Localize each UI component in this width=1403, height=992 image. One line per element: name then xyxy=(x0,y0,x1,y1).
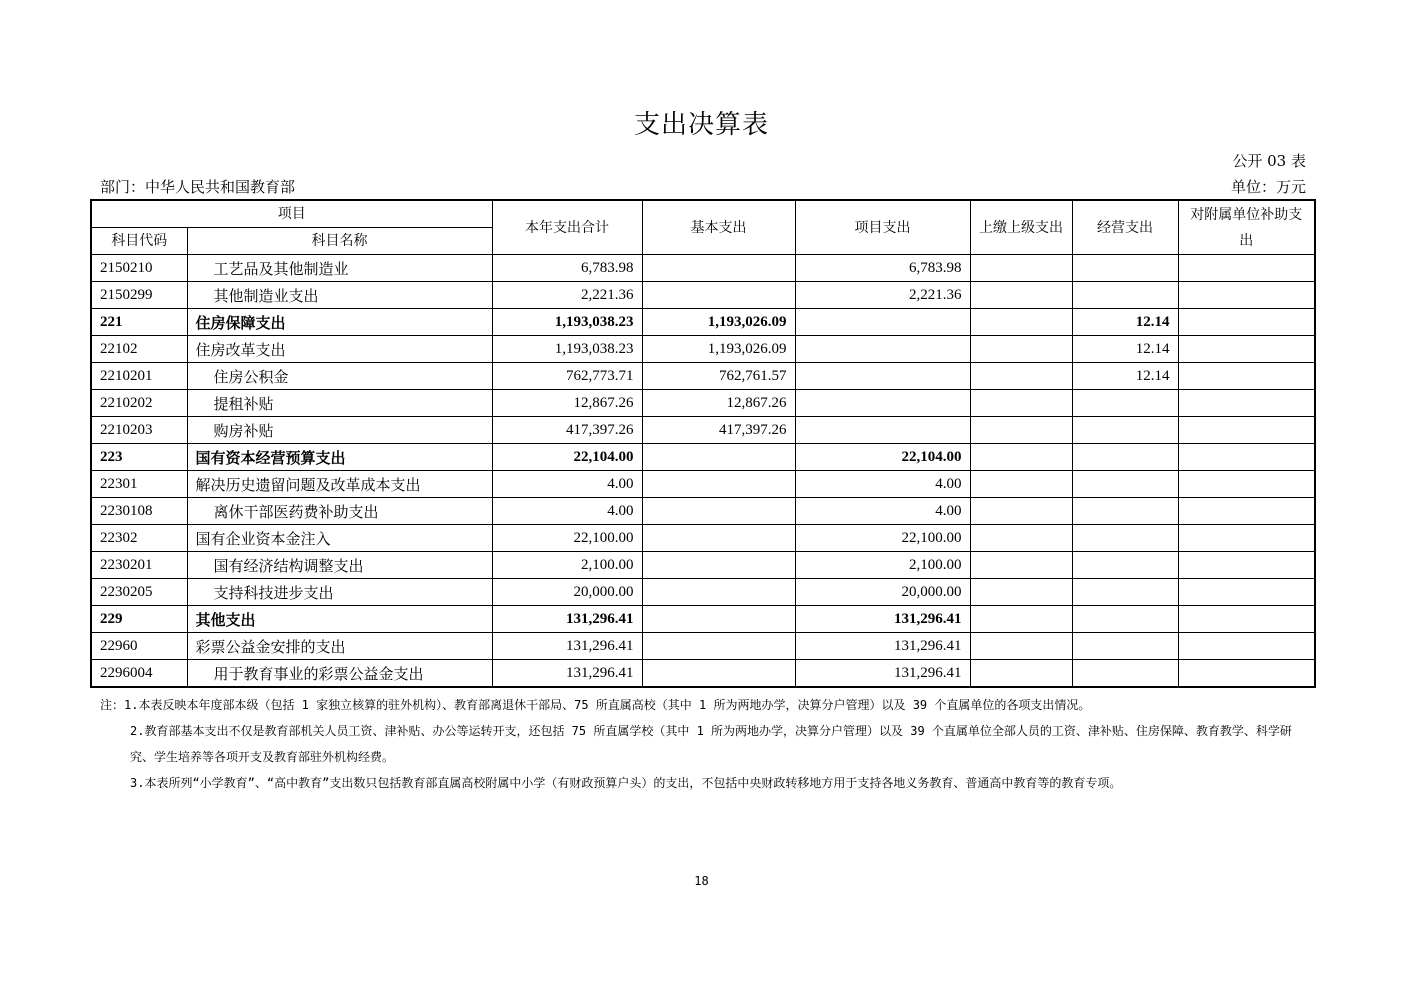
table-row xyxy=(91,660,1315,688)
row-upper xyxy=(970,660,1072,688)
row-code: 223 xyxy=(91,444,187,471)
header-subsidy: 对附属单位补助支出 xyxy=(1178,200,1315,255)
table-row xyxy=(91,633,1315,660)
row-name: 其他制造业支出 xyxy=(187,282,492,309)
row-project: 22,104.00 xyxy=(795,444,970,471)
row-total: 22,104.00 xyxy=(492,444,642,471)
row-total: 131,296.41 xyxy=(492,606,642,633)
row-code: 2150299 xyxy=(91,282,187,309)
row-code: 2210202 xyxy=(91,390,187,417)
row-name: 住房保障支出 xyxy=(187,309,492,336)
row-upper xyxy=(970,282,1072,309)
row-subsidy xyxy=(1178,255,1315,282)
row-total: 12,867.26 xyxy=(492,390,642,417)
row-upper xyxy=(970,606,1072,633)
row-upper xyxy=(970,336,1072,363)
page-number: 18 xyxy=(694,874,709,888)
row-project: 2,221.36 xyxy=(795,282,970,309)
table-row xyxy=(91,390,1315,417)
row-basic xyxy=(642,552,795,579)
row-project: 4.00 xyxy=(795,498,970,525)
table-row xyxy=(91,552,1315,579)
row-subsidy xyxy=(1178,552,1315,579)
row-project xyxy=(795,363,970,390)
table-row xyxy=(91,336,1315,363)
row-operation xyxy=(1072,390,1178,417)
row-name: 其他支出 xyxy=(187,606,492,633)
row-code: 2210203 xyxy=(91,417,187,444)
row-subsidy xyxy=(1178,579,1315,606)
row-upper xyxy=(970,471,1072,498)
row-total: 20,000.00 xyxy=(492,579,642,606)
row-operation xyxy=(1072,552,1178,579)
row-upper xyxy=(970,309,1072,336)
row-project xyxy=(795,309,970,336)
row-name: 购房补贴 xyxy=(187,417,492,444)
row-total: 131,296.41 xyxy=(492,660,642,688)
table-row xyxy=(91,444,1315,471)
row-basic: 12,867.26 xyxy=(642,390,795,417)
row-code: 2230108 xyxy=(91,498,187,525)
table-row xyxy=(91,255,1315,282)
header-name: 科目名称 xyxy=(187,228,492,255)
row-subsidy xyxy=(1178,363,1315,390)
row-subsidy xyxy=(1178,390,1315,417)
row-code: 22302 xyxy=(91,525,187,552)
table-row xyxy=(91,579,1315,606)
row-basic: 1,193,026.09 xyxy=(642,336,795,363)
unit-label: 单位：万元 xyxy=(1230,178,1306,196)
row-code: 2210201 xyxy=(91,363,187,390)
row-operation xyxy=(1072,633,1178,660)
row-name: 支持科技进步支出 xyxy=(187,579,492,606)
row-total: 762,773.71 xyxy=(492,363,642,390)
notes xyxy=(100,692,1310,796)
row-operation xyxy=(1072,471,1178,498)
row-operation xyxy=(1072,579,1178,606)
row-operation xyxy=(1072,417,1178,444)
row-subsidy xyxy=(1178,471,1315,498)
row-total: 4.00 xyxy=(492,498,642,525)
row-total: 1,193,038.23 xyxy=(492,336,642,363)
row-name: 提租补贴 xyxy=(187,390,492,417)
row-name: 工艺品及其他制造业 xyxy=(187,255,492,282)
row-subsidy xyxy=(1178,282,1315,309)
row-operation xyxy=(1072,282,1178,309)
row-subsidy xyxy=(1178,498,1315,525)
row-operation: 12.14 xyxy=(1072,363,1178,390)
row-upper xyxy=(970,363,1072,390)
row-basic xyxy=(642,633,795,660)
row-project: 2,100.00 xyxy=(795,552,970,579)
page-title: 支出决算表 xyxy=(633,110,769,140)
row-code: 22102 xyxy=(91,336,187,363)
header-operation: 经营支出 xyxy=(1072,200,1178,255)
row-operation xyxy=(1072,525,1178,552)
row-total: 417,397.26 xyxy=(492,417,642,444)
row-operation: 12.14 xyxy=(1072,309,1178,336)
row-subsidy xyxy=(1178,525,1315,552)
row-basic xyxy=(642,498,795,525)
row-basic xyxy=(642,525,795,552)
row-upper xyxy=(970,525,1072,552)
row-code: 2230201 xyxy=(91,552,187,579)
header-code: 科目代码 xyxy=(91,228,187,255)
form-number: 公开 03 表 xyxy=(1232,152,1306,170)
expenditure-table xyxy=(90,199,1316,688)
header-total: 本年支出合计 xyxy=(492,200,642,255)
row-total: 2,221.36 xyxy=(492,282,642,309)
header-upper: 上缴上级支出 xyxy=(970,200,1072,255)
header-basic: 基本支出 xyxy=(642,200,795,255)
row-upper xyxy=(970,417,1072,444)
header-item: 项目 xyxy=(91,200,492,228)
row-operation xyxy=(1072,255,1178,282)
row-upper xyxy=(970,552,1072,579)
row-basic: 1,193,026.09 xyxy=(642,309,795,336)
row-basic xyxy=(642,282,795,309)
row-operation xyxy=(1072,444,1178,471)
table-row xyxy=(91,606,1315,633)
note-3: 3.本表所列“小学教育”、“高中教育”支出数只包括教育部直属高校附属中小学（有财政预算户头）的支出，不包括中央财政转移地方用于支持各地义务教育、普通高中教育等的教育专项。 xyxy=(130,776,1122,790)
header-project: 项目支出 xyxy=(795,200,970,255)
table-row xyxy=(91,363,1315,390)
row-operation xyxy=(1072,660,1178,688)
row-basic xyxy=(642,660,795,688)
row-total: 2,100.00 xyxy=(492,552,642,579)
row-total: 1,193,038.23 xyxy=(492,309,642,336)
row-name: 住房改革支出 xyxy=(187,336,492,363)
row-code: 221 xyxy=(91,309,187,336)
row-upper xyxy=(970,255,1072,282)
row-operation xyxy=(1072,498,1178,525)
row-project: 6,783.98 xyxy=(795,255,970,282)
row-code: 2150210 xyxy=(91,255,187,282)
row-upper xyxy=(970,444,1072,471)
row-project xyxy=(795,417,970,444)
row-upper xyxy=(970,390,1072,417)
row-basic xyxy=(642,579,795,606)
row-basic xyxy=(642,471,795,498)
row-total: 131,296.41 xyxy=(492,633,642,660)
row-basic: 762,761.57 xyxy=(642,363,795,390)
row-project xyxy=(795,390,970,417)
row-project: 131,296.41 xyxy=(795,633,970,660)
row-name: 住房公积金 xyxy=(187,363,492,390)
row-code: 22960 xyxy=(91,633,187,660)
table-row xyxy=(91,498,1315,525)
row-project: 20,000.00 xyxy=(795,579,970,606)
row-code: 2230205 xyxy=(91,579,187,606)
department-label: 部门：中华人民共和国教育部 xyxy=(100,178,296,196)
row-basic xyxy=(642,444,795,471)
row-project: 22,100.00 xyxy=(795,525,970,552)
row-subsidy xyxy=(1178,336,1315,363)
note-1: 注：1.本表反映本年度部本级（包括 1 家独立核算的驻外机构）、教育部离退休干部局、75 所直属高校（其中 1 所为两地办学，决算分户管理）以及 39 个直属单位的各项支出情况。 xyxy=(100,698,1091,712)
row-name: 解决历史遗留问题及改革成本支出 xyxy=(187,471,492,498)
row-upper xyxy=(970,579,1072,606)
row-name: 用于教育事业的彩票公益金支出 xyxy=(187,660,492,688)
row-project xyxy=(795,336,970,363)
row-project: 131,296.41 xyxy=(795,606,970,633)
row-upper xyxy=(970,498,1072,525)
row-name: 国有资本经营预算支出 xyxy=(187,444,492,471)
row-subsidy xyxy=(1178,660,1315,688)
row-basic xyxy=(642,606,795,633)
table-row xyxy=(91,309,1315,336)
row-code: 22301 xyxy=(91,471,187,498)
row-upper xyxy=(970,633,1072,660)
row-subsidy xyxy=(1178,444,1315,471)
row-name: 彩票公益金安排的支出 xyxy=(187,633,492,660)
row-operation: 12.14 xyxy=(1072,336,1178,363)
note-2: 2.教育部基本支出不仅是教育部机关人员工资、津补贴、办公等运转开支，还包括 75 所直属学校（其中 1 所为两地办学，决算分户管理）以及 39 个直属单位全部人员的工资、津补贴、住房保障、教育教学、科学研究、学生培养等各项开支及教育部驻外机构经费。 xyxy=(130,724,1292,764)
table-row xyxy=(91,525,1315,552)
row-basic: 417,397.26 xyxy=(642,417,795,444)
row-code: 2296004 xyxy=(91,660,187,688)
table-row xyxy=(91,471,1315,498)
row-total: 6,783.98 xyxy=(492,255,642,282)
table-row xyxy=(91,282,1315,309)
row-subsidy xyxy=(1178,309,1315,336)
row-project: 131,296.41 xyxy=(795,660,970,688)
row-name: 国有企业资本金注入 xyxy=(187,525,492,552)
row-total: 22,100.00 xyxy=(492,525,642,552)
row-name: 国有经济结构调整支出 xyxy=(187,552,492,579)
row-subsidy xyxy=(1178,633,1315,660)
row-code: 229 xyxy=(91,606,187,633)
row-project: 4.00 xyxy=(795,471,970,498)
table-row xyxy=(91,417,1315,444)
row-subsidy xyxy=(1178,606,1315,633)
row-name: 离休干部医药费补助支出 xyxy=(187,498,492,525)
row-subsidy xyxy=(1178,417,1315,444)
row-total: 4.00 xyxy=(492,471,642,498)
row-operation xyxy=(1072,606,1178,633)
row-basic xyxy=(642,255,795,282)
